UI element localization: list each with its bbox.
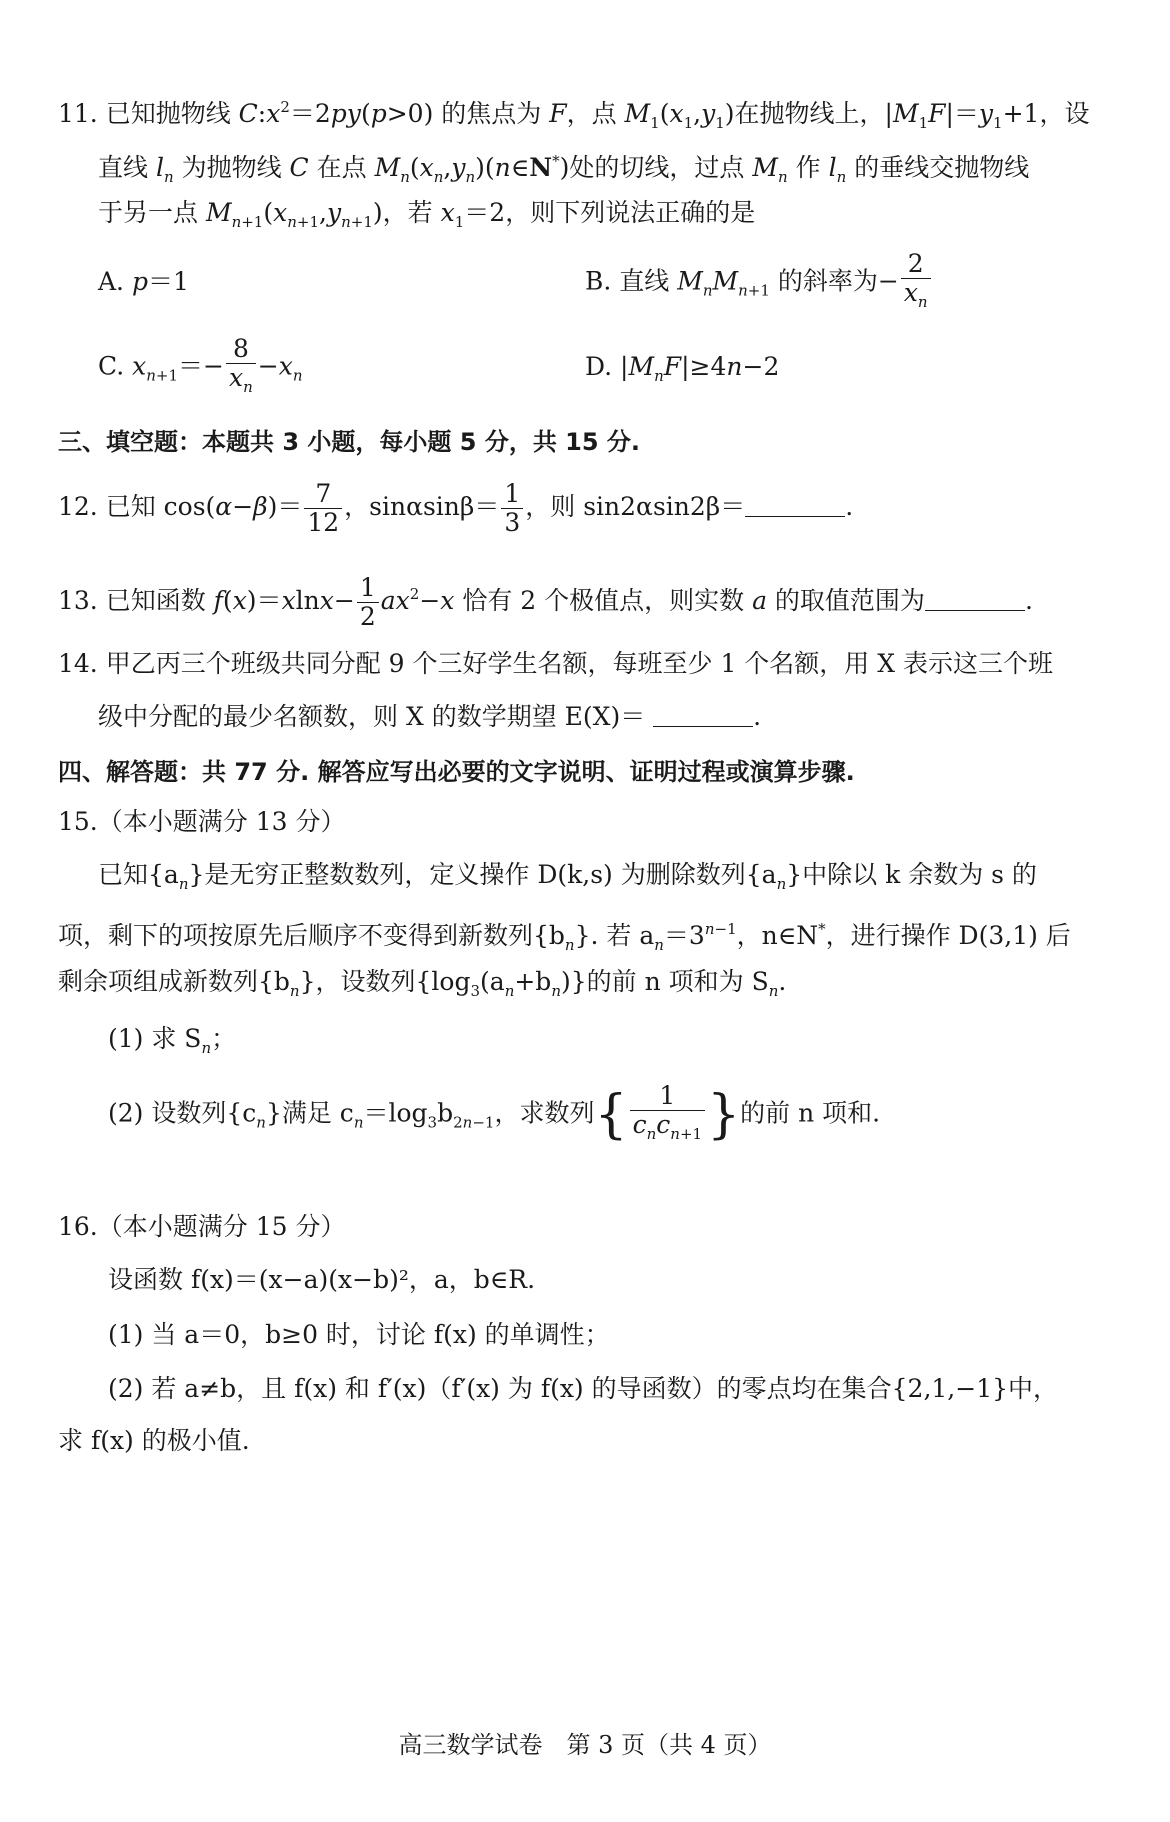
answer-blank[interactable]: [745, 494, 845, 517]
q16-para: 设函数 f(x)＝(x−a)(x−b)²，a，b∈R.: [108, 1265, 536, 1294]
q15-text: }. 若 a: [574, 921, 655, 950]
q13-text: .: [1024, 586, 1033, 615]
q14-line1: 14. 甲乙丙三个班级共同分配 9 个三好学生名额，每班至少 1 个名额，用 X 表示这三个班: [58, 649, 1053, 678]
q11-text: 在点: [316, 153, 375, 182]
q16-subq1: (1) 当 a＝0，b≥0 时，讨论 f(x) 的单调性；: [108, 1320, 610, 1349]
q11-text: ，设: [1039, 99, 1090, 128]
q12-text: ，则 sin2αsin2β＝: [525, 492, 746, 521]
q15-header: 15.（本小题满分 13 分）: [58, 807, 346, 836]
q15-text: }中除以 k 余数为 s 的: [786, 860, 1037, 889]
q12-text: ，sinαsinβ＝: [344, 492, 500, 521]
section-4-heading: 四、解答题：共 77 分. 解答应写出必要的文字说明、证明过程或演算步骤.: [58, 758, 855, 786]
q13-text: 13. 已知函数: [58, 586, 214, 615]
q15-text: ；: [211, 1024, 237, 1053]
fraction: $\frac{7}{12}$: [304, 480, 342, 537]
fraction: $\frac{2}{x_n}$: [901, 250, 931, 316]
section-3-heading: 三、填空题：本题共 3 小题，每小题 5 分，共 15 分.: [58, 428, 641, 456]
q15-para-line2: 项，剩下的项按原先后顺序不变得到新数列$\{b_n\}$. 若 $a_n=3^{n-1}$，n∈N*，进行操作 D(3,1) 后: [58, 920, 1071, 954]
q15-text: ，求数列: [494, 1098, 595, 1128]
q15-text: (1) 求 S: [108, 1024, 202, 1053]
q11-text: 于另一点: [98, 198, 206, 227]
q16-header: 16.（本小题满分 15 分）: [58, 1212, 346, 1241]
q12-text: .: [845, 492, 854, 521]
option-label: A.: [98, 267, 132, 296]
q15-text: 项，剩下的项按原先后顺序不变得到新数列{b: [58, 921, 565, 950]
option-label: B. 直线: [585, 266, 678, 296]
q11-text: 11. 已知抛物线: [58, 99, 239, 128]
q11-option-a: A. p＝1: [98, 267, 189, 296]
q11-text: ，点: [566, 99, 625, 128]
q15-text: +b: [514, 967, 552, 996]
fraction: $\frac{1}{c_nc_{n+1}}$: [630, 1082, 706, 1148]
answer-blank[interactable]: [653, 704, 753, 727]
fraction: $\frac{8}{x_n}$: [226, 335, 256, 401]
q15-subq1: (1) 求 $S_n$；: [108, 1024, 237, 1057]
q11-text: 在抛物线上，: [734, 99, 885, 128]
page-footer: 高三数学试卷 第 3 页（共 4 页）: [398, 1731, 772, 1759]
q15-text: }是无穷正整数数列，定义操作 D(k,s) 为删除数列{a: [188, 860, 777, 889]
q12-text: 12. 已知 cos(: [58, 492, 216, 521]
q15-text: (a: [480, 967, 505, 996]
q11-text: 的垂线交抛物线: [854, 153, 1030, 182]
q13-text: 的取值范围为: [766, 586, 925, 615]
q14-text: .: [753, 702, 762, 731]
q15-text: }满足 c: [265, 1098, 354, 1128]
q11-line1: 11. 已知抛物线 $C:x^2=2py(p>0)$ 的焦点为 F，点 $M_1(x_1,y_1)$在抛物线上，$|M_1F|=y_1+1$，设: [58, 98, 1090, 132]
q11-option-d: D. $|M_nF|\ge 4n-2$: [585, 352, 780, 385]
q15-text: }，设数列{log: [299, 967, 471, 996]
q15-text: 剩余项组成新数列{b: [58, 967, 290, 996]
q13: 13. 已知函数 f(x)＝xlnx− $\frac{1}{2}$ $ax^2-x$ 恰有 2 个极值点，则实数 a 的取值范围为 .: [58, 573, 1033, 631]
q11-text: 处的切线，过点: [569, 153, 753, 182]
q15-text: )}的前 n 项和为 S: [560, 967, 769, 996]
q15-para-line3: 剩余项组成新数列$\{b_n\}$，设数列$\{\log_3(a_n+b_n)\}$的前 n 项和为 $S_n$.: [58, 967, 787, 1000]
q12: 12. 已知 cos(α−β)＝ $\frac{7}{12}$ ，sinαsinβ＝ $\frac{1}{3}$ ，则 sin2αsin2β＝ .: [58, 479, 854, 537]
q11-line3: 于另一点 $M_{n+1}(x_{n+1},y_{n+1})$，若 $x_1=2$，则下列说法正确的是: [98, 198, 756, 231]
q11-line2: 直线 $l_n$ 为抛物线 C 在点 $M_n(x_n,y_n)(n\in N^*)$处的切线，过点 $M_n$ 作 $l_n$ 的垂线交抛物线: [98, 152, 1030, 186]
q11-text: 直线: [98, 153, 156, 182]
q15-text: 的前 n 项和.: [740, 1098, 881, 1128]
q15-text: ＝log: [363, 1098, 428, 1128]
option-label: D.: [585, 352, 621, 381]
q15-para-line1: 已知$\{a_n\}$是无穷正整数数列，定义操作 D(k,s) 为删除数列$\{a_n\}$中除以 k 余数为 s 的: [98, 860, 1037, 893]
fraction: $\frac{1}{2}$: [357, 574, 379, 631]
q11-text: 为抛物线: [181, 153, 290, 182]
q11-text: ，若: [382, 198, 441, 227]
option-label: C.: [98, 351, 133, 381]
q15-text: ，进行操作 D(3,1) 后: [825, 921, 1071, 950]
q13-text: 恰有 2 个极值点，则实数: [454, 586, 753, 615]
answer-blank[interactable]: [925, 588, 1025, 611]
q11-text: ，则下列说法正确的是: [505, 198, 756, 227]
q11-option-c: C. $x_{n+1}=-$ $\frac{8}{x_n}$ $-x_n$: [98, 335, 303, 401]
q11-text: 的焦点为: [441, 99, 550, 128]
q15-text: 已知{a: [98, 860, 179, 889]
q16-subq2-cont: 求 f(x) 的极小值.: [58, 1426, 250, 1455]
q14-text: 级中分配的最少名额数，则 X 的数学期望 E(X)＝: [98, 702, 654, 731]
q16-subq2: (2) 若 a≠b，且 f(x) 和 f′(x)（f′(x) 为 f(x) 的导函数）的零点均在集合{2,1,−1}中，: [108, 1374, 1059, 1403]
q15-text: (2) 设数列{c: [108, 1098, 257, 1128]
q15-subq2: (2) 设数列$\{c_n\}$满足 $c_n=\log_3b_{2n-1}$，求数列{ $\frac{1}{c_nc_{n+1}}$ }的前 n 项和.: [108, 1082, 880, 1148]
q14-line2: [98, 700, 761, 734]
q11-option-b: B. 直线 $M_nM_{n+1}$ 的斜率为− $\frac{2}{x_n}$: [585, 250, 933, 316]
q15-text: .: [778, 967, 787, 996]
q15-text: b: [437, 1098, 454, 1128]
q15-text: ，n∈N: [736, 921, 819, 950]
q15-text: ＝3: [663, 921, 705, 950]
q11-text: 作: [795, 153, 829, 182]
q12-text: )＝: [267, 492, 303, 521]
option-text: 的斜率为−: [769, 266, 899, 296]
fraction: $\frac{1}{3}$: [501, 480, 523, 537]
